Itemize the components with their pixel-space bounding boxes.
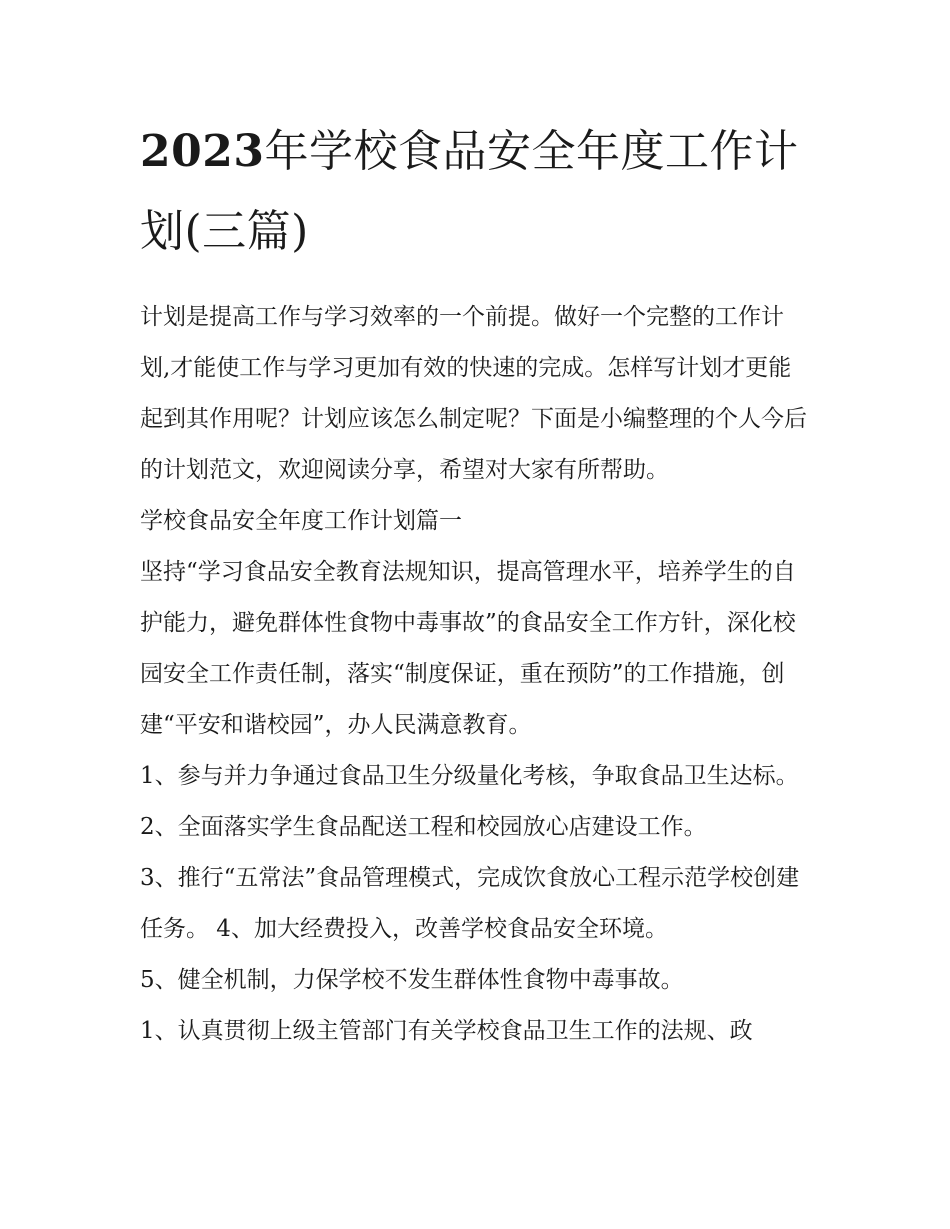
- goal-paragraph-3-4: 3、推行“五常法”食品管理模式，完成饮食放心工程示范学校创建任务。 4、加大经费投入，改善学校食品安全环境。: [140, 865, 800, 942]
- document-page: [140, 112, 812, 1057]
- guideline-paragraph: 坚持“学习食品安全教育法规知识，提高管理水平，培养学生的自护能力，避免群体性食物中毒事故”的食品安全工作方针，深化校园安全工作责任制，落实“制度保证，重在预防”的工作措施，创建“平安和谐校园”，办人民满意教育。: [140, 559, 796, 738]
- document-title-year: 2023: [140, 126, 265, 177]
- measure-paragraph-1: 1、认真贯彻上级主管部门有关学校食品卫生工作的法规、政: [140, 1018, 753, 1044]
- goal-paragraph-5: 5、健全机制，力保学校不发生群体性食物中毒事故。: [140, 967, 684, 993]
- document-body: [140, 292, 812, 1057]
- document-title: [140, 112, 812, 272]
- section-heading: 学校食品安全年度工作计划篇一: [140, 508, 462, 534]
- goal-paragraph-1-2: 1、参与并力争通过食品卫生分级量化考核，争取食品卫生达标。 2、全面落实学生食品配送工程和校园放心店建设工作。: [140, 763, 799, 840]
- intro-paragraph: 计划是提高工作与学习效率的一个前提。做好一个完整的工作计划,才能使工作与学习更加有效的快速的完成。怎样写计划才更能起到其作用呢？计划应该怎么制定呢？下面是小编整理的个人今后的计划范文，欢迎阅读分享，希望对大家有所帮助。: [140, 304, 807, 483]
- document-title-text: 年学校食品安全年度工作计划(三篇): [140, 126, 799, 257]
